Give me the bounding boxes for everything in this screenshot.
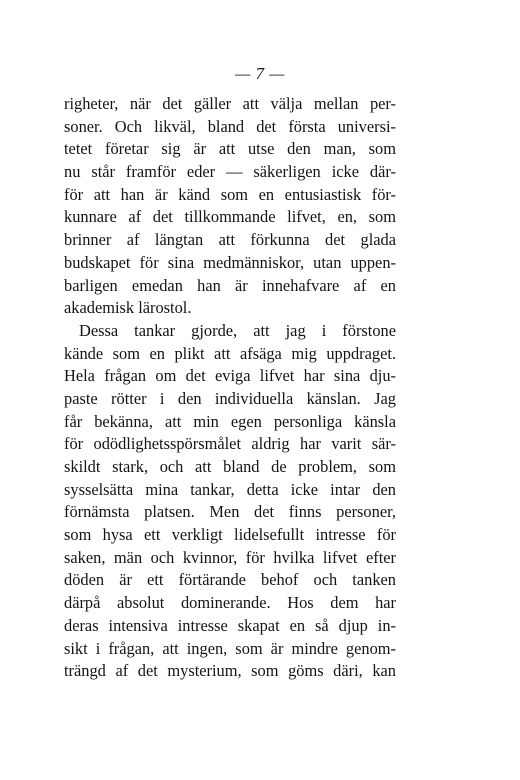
paragraph-2 — [64, 320, 396, 683]
text-line: för att han är känd som en entusiastisk för- — [64, 184, 396, 204]
text-line: skildt stark, och att bland de problem, som — [64, 457, 396, 476]
text-line: nu står framför eder — säkerligen icke där- — [64, 162, 396, 182]
body-text — [64, 93, 396, 683]
text-line: Dessa tankar gjorde, att jag i förstone — [79, 320, 396, 340]
text-line: saken, män och kvinnor, för hvilka lifvet efter — [64, 547, 396, 567]
text-line: barligen emedan han är innehafvare af en — [64, 275, 396, 295]
text-line: förnämsta platsen. Men det finns personer, — [64, 502, 396, 522]
text-line: paste rötter i den individuella känslan. Jag — [64, 388, 396, 408]
text-line: tetet företar sig är att utse den man, som — [64, 139, 396, 159]
text-line: akademisk lärostol. — [64, 298, 192, 318]
text-line: Hela frågan om det eviga lifvet har sina dju- — [64, 366, 396, 386]
text-line: budskapet för sina medmänniskor, utan uppen- — [64, 252, 396, 272]
text-line: brinner af längtan att förkunna det glada — [64, 230, 396, 250]
text-line: för odödlighetsspörsmålet aldrig har varit sär- — [64, 434, 396, 454]
text-line: righeter, när det gäller att välja mellan per- — [64, 94, 396, 113]
text-line: sikt i frågan, att ingen, som är mindre genom- — [64, 638, 396, 658]
text-line: sysselsätta mina tankar, detta icke intar den — [64, 479, 396, 499]
text-line: därpå absolut dominerande. Hos dem har — [64, 593, 396, 613]
text-line: deras intensiva intresse skapat en så djup in- — [64, 615, 396, 635]
text-line: döden är ett förtärande behof och tanken — [64, 570, 396, 590]
paragraph-1 — [64, 93, 396, 320]
page-number: — 7 — — [235, 64, 285, 83]
text-line: som hysa ett verkligt lidelsefullt intresse för — [64, 525, 396, 545]
text-line: får bekänna, att min egen personliga känsla — [64, 411, 396, 431]
text-line: kunnare af det tillkommande lifvet, en, som — [64, 207, 396, 227]
text-line: soner. Och likväl, bland det första universi- — [64, 116, 396, 136]
text-line: kände som en plikt att afsäga mig uppdraget. — [64, 343, 396, 363]
text-line: trängd af det mysterium, som göms däri, kan — [64, 661, 396, 681]
